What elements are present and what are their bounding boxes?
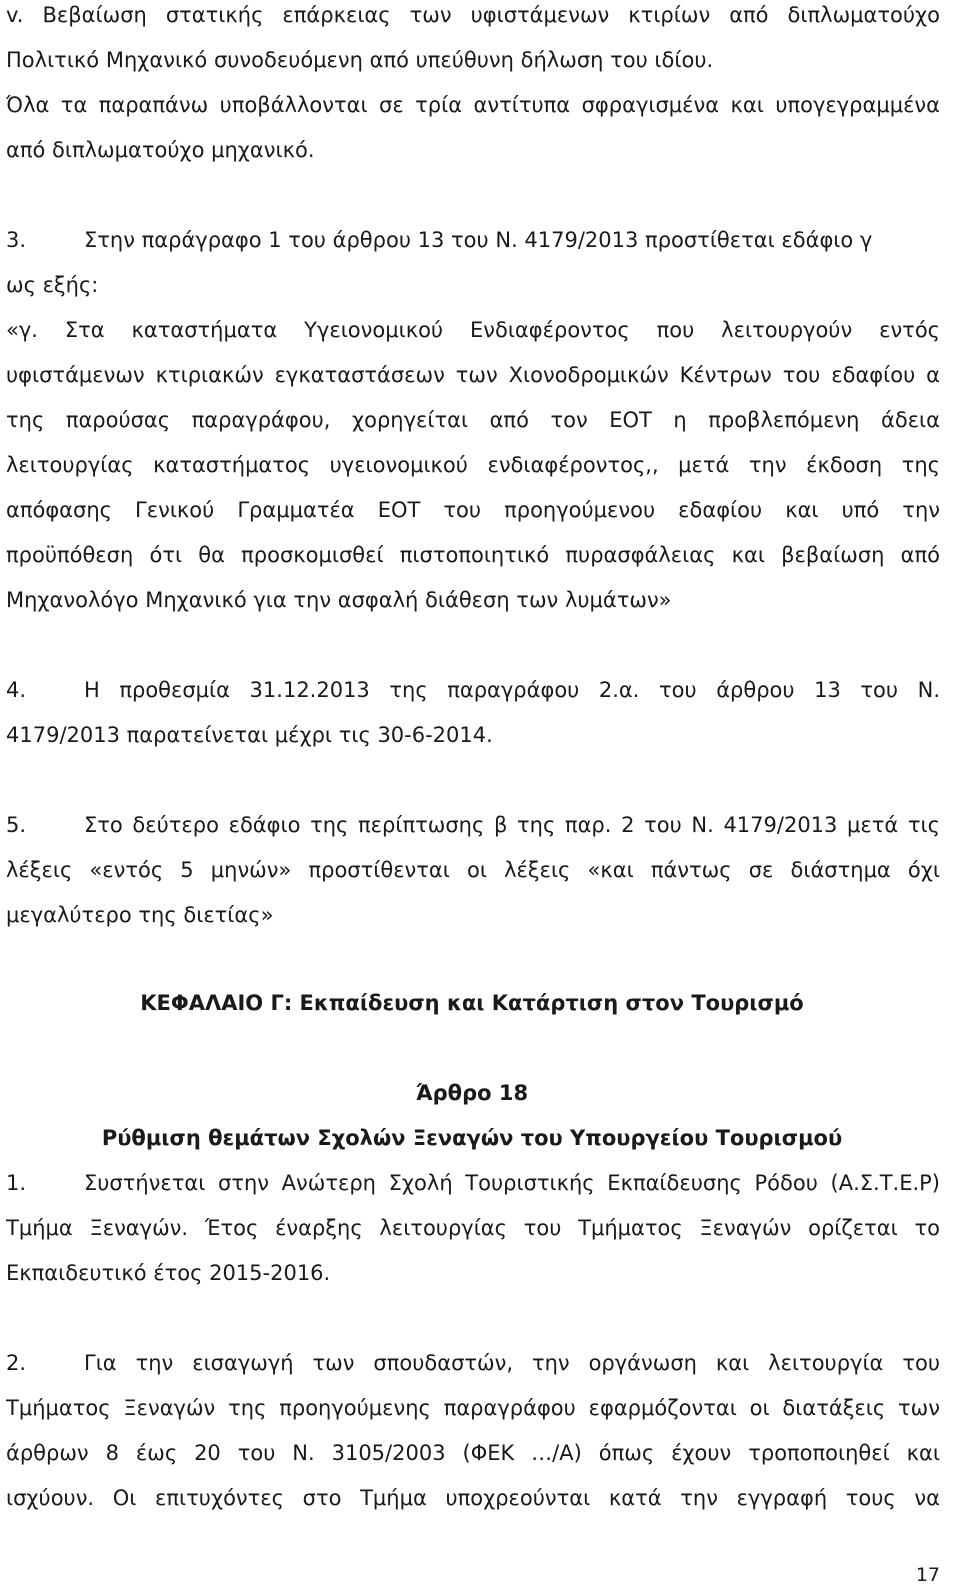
paragraph-number: 5. <box>6 813 27 837</box>
paragraph-number: 4. <box>6 678 27 702</box>
paragraph-line: Τμήμα Ξεναγών. Έτος έναρξης λειτουργίας του Τμήματος Ξεναγών ορίζεται το <box>6 1216 940 1240</box>
paragraph-line: «γ. Στα καταστήματα Υγειονομικού Ενδιαφέροντος που λειτουργούν εντός <box>6 318 940 342</box>
paragraph-line: προϋπόθεση ότι θα προσκομισθεί πιστοποιητικό πυρασφάλειας και βεβαίωση από <box>6 543 940 567</box>
paragraph-line: 4179/2013 παρατείνεται μέχρι τις 30-6-2014. <box>6 723 493 747</box>
paragraph-line: λειτουργίας καταστήματος υγειονομικού ενδιαφέροντος,, μετά την έκδοση της <box>6 453 940 477</box>
paragraph-text: Στο δεύτερο εδάφιο της περίπτωσης β της παρ. 2 του Ν. 4179/2013 μετά τις <box>84 813 940 837</box>
paragraph-line: από διπλωματούχο μηχανικό. <box>6 138 315 162</box>
paragraph-number: 2. <box>6 1351 27 1375</box>
paragraph-line: μεγαλύτερο της διετίας» <box>6 903 274 927</box>
article-title: Ρύθμιση θεμάτων Σχολών Ξεναγών του Υπουργείου Τουρισμού <box>101 1126 843 1150</box>
paragraph-text: Η προθεσμία 31.12.2013 της παραγράφου 2.α. του άρθρου 13 του Ν. <box>84 678 940 702</box>
chapter-heading: ΚΕΦΑΛΑΙΟ Γ: Εκπαίδευση και Κατάρτιση στον Τουρισμό <box>140 991 804 1015</box>
article-heading: Άρθρο 18 <box>415 1081 529 1105</box>
paragraph-line: λέξεις «εντός 5 μηνών» προστίθενται οι λέξεις «και πάντως σε διάστημα όχι <box>6 858 940 882</box>
paragraph-line: ισχύουν. Οι επιτυχόντες στο Τμήμα υποχρεούνται κατά την εγγραφή τους να <box>6 1486 940 1510</box>
paragraph-line: απόφασης Γενικού Γραμματέα ΕΟΤ του προηγούμενου εδαφίου και υπό την <box>6 498 940 522</box>
paragraph-line: Πολιτικό Μηχανικό συνοδευόμενη από υπεύθυνη δήλωση του ιδίου. <box>6 48 714 72</box>
paragraph-text: Για την εισαγωγή των σπουδαστών, την οργάνωση και λειτουργία του <box>84 1351 940 1375</box>
page-number: 17 <box>915 1564 940 1586</box>
paragraph-text: Στην παράγραφο 1 του άρθρου 13 του Ν. 4179/2013 προστίθεται εδάφιο γ <box>84 228 873 252</box>
paragraph-number: 3. <box>6 228 27 252</box>
paragraph-line: ως εξής: <box>6 273 99 297</box>
paragraph-line: Όλα τα παραπάνω υποβάλλονται σε τρία αντίτυπα σφραγισμένα και υπογεγραμμένα <box>6 93 940 117</box>
paragraph-line <box>6 810 940 840</box>
paragraph-line: υφιστάμενων κτιριακών εγκαταστάσεων των Χιονοδρομικών Κέντρων του εδαφίου α <box>6 363 940 387</box>
paragraph-line: Μηχανολόγο Μηχανικό για την ασφαλή διάθεση των λυμάτων» <box>6 588 672 612</box>
paragraph-line: v. Βεβαίωση στατικής επάρκειας των υφιστάμενων κτιρίων από διπλωματούχο <box>6 3 940 27</box>
paragraph-line <box>6 1168 940 1198</box>
paragraph-line <box>6 1348 940 1378</box>
paragraph-line: της παρούσας παραγράφου, χορηγείται από τον ΕΟΤ η προβλεπόμενη άδεια <box>6 408 940 432</box>
paragraph-line: Εκπαιδευτικό έτος 2015-2016. <box>6 1261 331 1285</box>
paragraph-line: άρθρων 8 έως 20 του Ν. 3105/2003 (ΦΕΚ …/Α) όπως έχουν τροποποιηθεί και <box>6 1441 940 1465</box>
paragraph-line: Τμήματος Ξεναγών της προηγούμενης παραγράφου εφαρμόζονται οι διατάξεις των <box>6 1396 940 1420</box>
paragraph-text: Συστήνεται στην Ανώτερη Σχολή Τουριστικής Εκπαίδευσης Ρόδου (Α.Σ.Τ.Ε.Ρ) <box>84 1171 940 1195</box>
paragraph-line <box>6 225 940 255</box>
paragraph-number: 1. <box>6 1171 27 1195</box>
paragraph-line <box>6 675 940 705</box>
